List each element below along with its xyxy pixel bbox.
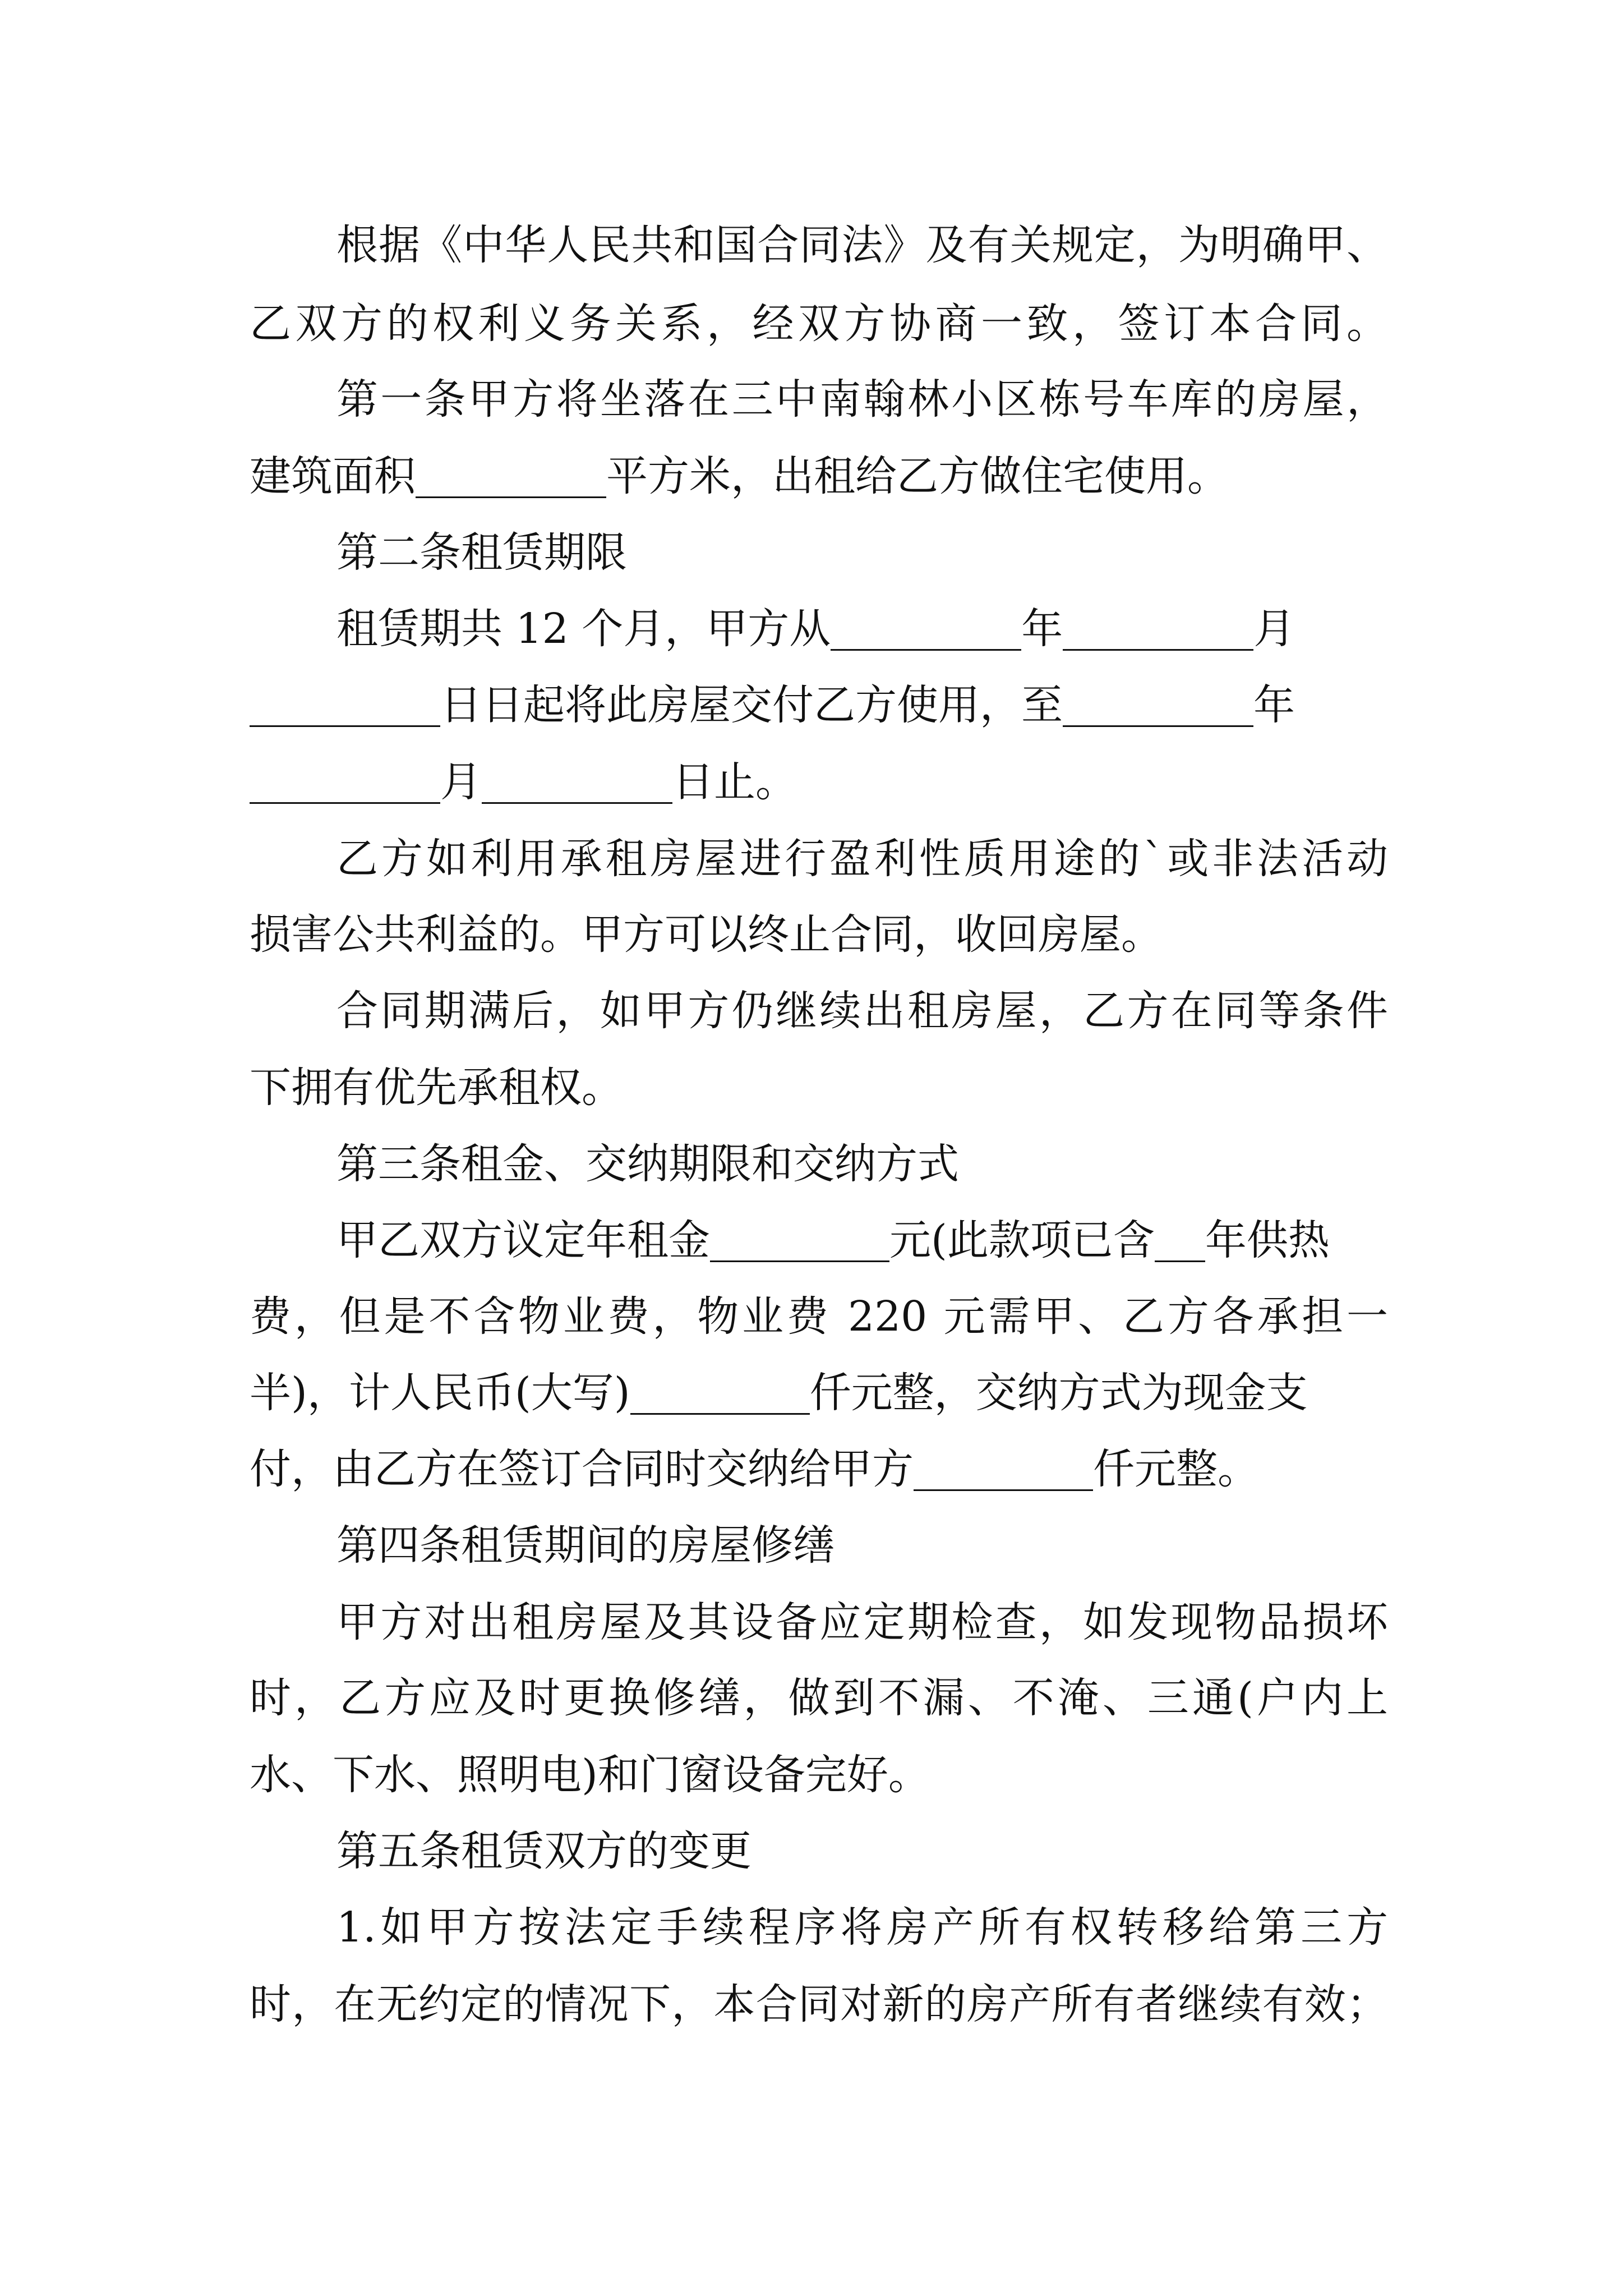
blank-field (914, 1450, 1093, 1491)
text-segment: 时，在无约定的情况下，本合同对新的房产所有者继续有效； (250, 1980, 1388, 2028)
paragraph-line (250, 1980, 1388, 2028)
text-segment: 费，但是不含物业费，物业费 220 元需甲、乙方各承担一 (250, 1292, 1388, 1341)
text-segment: 甲乙双方议定年租金 (336, 1216, 710, 1264)
text-segment: 第一条甲方将坐落在三中南翰林小区栋号车库的房屋， (336, 375, 1388, 424)
text-segment: 年供热 (1205, 1216, 1330, 1264)
section-heading (336, 1521, 1475, 1570)
text-segment: 第二条租赁期限 (336, 528, 627, 577)
text-segment: 建筑面积 (250, 452, 416, 500)
paragraph-line (250, 1292, 1388, 1341)
paragraph-line (250, 1369, 1388, 1417)
text-segment: 第三条租金、交纳期限和交纳方式 (336, 1140, 959, 1188)
blank-field (710, 1221, 889, 1262)
section-heading (336, 1140, 1475, 1188)
paragraph-line (250, 681, 1388, 729)
blank-field (482, 763, 672, 804)
blank-field (416, 457, 606, 498)
text-segment: 乙双方的权利义务关系，经双方协商一致，签订本合同。 (250, 300, 1388, 348)
text-segment: 平方米，出租给乙方做住宅使用。 (606, 452, 1229, 500)
text-segment: 甲方对出租房屋及其设备应定期检查，如发现物品损坏 (336, 1598, 1388, 1646)
text-segment: 第五条租赁双方的变更 (336, 1827, 751, 1875)
text-segment: 租赁期共 12 个月，甲方从 (336, 605, 831, 653)
blank-field (250, 763, 440, 804)
blank-field (1063, 610, 1253, 651)
paragraph-line (336, 1216, 1388, 1264)
blank-field (1155, 1221, 1205, 1262)
text-segment: 仟元整。 (1093, 1445, 1259, 1493)
blank-field (831, 610, 1021, 651)
blank-field (250, 686, 440, 727)
paragraph-line (250, 300, 1388, 348)
section-heading (336, 528, 1475, 577)
text-segment: 月 (1253, 605, 1295, 653)
paragraph-line (336, 605, 1388, 653)
text-segment: 半)，计人民币(大写) (250, 1369, 630, 1417)
paragraph-line (336, 987, 1388, 1035)
text-segment: 元(此款项已含 (889, 1216, 1155, 1264)
paragraph-line (250, 1064, 1388, 1112)
paragraph-line (336, 1903, 1388, 1952)
text-segment: 1.如甲方按法定手续程序将房产所有权转移给第三方 (336, 1903, 1388, 1952)
text-segment: 下拥有优先承租权。 (250, 1064, 623, 1112)
paragraph-line (250, 910, 1388, 959)
paragraph-line (250, 452, 1388, 500)
text-segment: 年 (1021, 605, 1063, 653)
text-segment: 日止。 (672, 758, 797, 806)
paragraph-line (336, 1598, 1388, 1646)
text-segment: 乙方如利用承租房屋进行盈利性质用途的`或非法活动 (336, 835, 1388, 883)
paragraph-line (336, 375, 1388, 424)
text-segment: 日日起将此房屋交付乙方使用，至 (440, 681, 1063, 729)
paragraph-line (250, 758, 1388, 806)
paragraph-line (250, 1674, 1388, 1722)
text-segment: 付，由乙方在签订合同时交纳给甲方 (250, 1445, 914, 1493)
text-segment: 月 (440, 758, 482, 806)
text-segment: 损害公共利益的。甲方可以终止合同，收回房屋。 (250, 910, 1163, 959)
text-segment: 仟元整，交纳方式为现金支 (809, 1369, 1308, 1417)
paragraph-line (250, 1445, 1388, 1493)
blank-field (1063, 686, 1253, 727)
text-segment: 水、下水、照明电)和门窗设备完好。 (250, 1751, 930, 1799)
text-segment: 根据《中华人民共和国合同法》及有关规定，为明确甲、 (336, 221, 1388, 269)
text-segment: 时，乙方应及时更换修缮，做到不漏、不淹、三通(户内上 (250, 1674, 1388, 1722)
text-segment: 合同期满后，如甲方仍继续出租房屋，乙方在同等条件 (336, 987, 1388, 1035)
section-heading (336, 1827, 1475, 1875)
paragraph-line (250, 1751, 1388, 1799)
paragraph-line (336, 835, 1388, 883)
paragraph-line (336, 221, 1388, 269)
text-segment: 第四条租赁期间的房屋修缮 (336, 1521, 834, 1570)
text-segment: 年 (1253, 681, 1295, 729)
blank-field (630, 1374, 810, 1415)
